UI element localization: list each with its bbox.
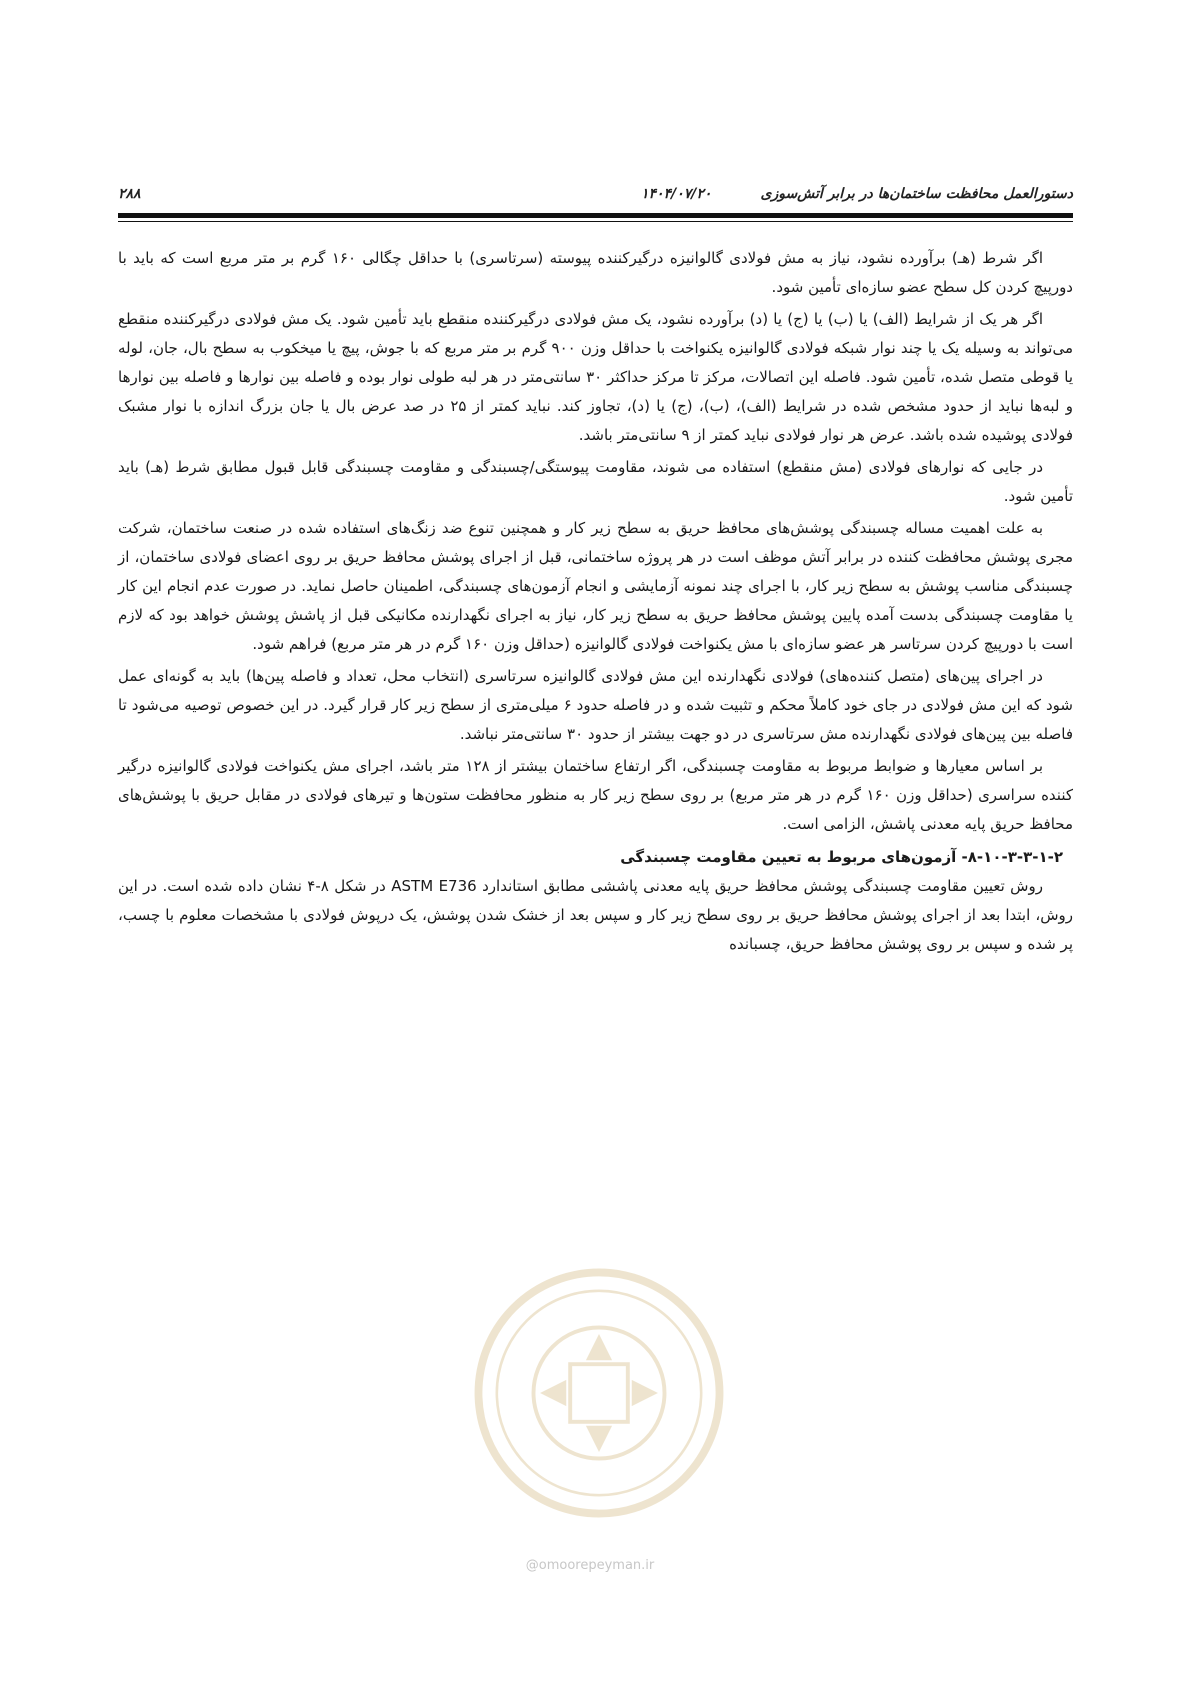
paragraph: به علت اهمیت مساله چسبندگی پوشش‌های محافظ حریق به سطح زیر کار و همچنین تنوع ضد زنگ‌های استفاده شده در صنعت ساختمان، شرکت مجری پوشش محافظت کننده در برابر آتش موظف است در هر پروژه ساختمانی، قبل از اجرای پوشش محافظ حریق بر روی اعضای فولادی ساختمان، از چسبندگی مناسب پوشش به سطح زیر کار، با اجرای چند نمونه آزمایشی و انجام آزمون‌های چسبندگی، اطمینان حاصل نماید. در صورت عدم انجام این کار یا مقاومت چسبندگی بدست آمده پایین پوشش محافظ حریق به سطح زیر کار، نیاز به اجرای نگهدارنده مکانیکی قبل از پاشش پوشش خواهد بود که لازم است با دورپیچ کردن سرتاسر هر عضو سازه‌ای با مش یکنواخت فولادی گالوانیزه (حداقل وزن ۱۶۰ گرم در هر متر مربع) فراهم شود. <box>118 519 1073 653</box>
header-rule-thick <box>118 213 1073 218</box>
page-body <box>118 244 1073 962</box>
site-watermark: @omoorepeyman.ir <box>525 1558 655 1573</box>
header-rule-thin <box>118 221 1073 222</box>
paragraph: اگر شرط (هـ) برآورده نشود، نیاز به مش فولادی گالوانیزه درگیرکننده پیوسته (سرتاسری) با حداقل چگالی ۱۶۰ گرم بر متر مربع است که باید با دورپیچ کردن کل سطح عضو سازه‌ای تأمین شود. <box>118 249 1073 296</box>
page-number: ۲۸۸ <box>118 186 141 202</box>
section-title: آزمون‌های مربوط به تعیین مقاومت چسبندگی <box>620 848 957 866</box>
paragraph: در اجرای پین‌های (متصل کننده‌های) فولادی نگهدارنده این مش فولادی گالوانیزه سرتاسری (انتخاب محل، تعداد و فاصله پین‌ها) باید به گونه‌ای عمل شود که این مش فولادی در جای خود کاملاً محکم و تثبیت شده و در فاصله حدود ۶ میلی‌متری از سطح زیر کار قرار گیرد. در این خصوص توصیه می‌شود تا فاصله بین پین‌های فولادی نگهدارنده مش سرتاسری در دو جهت بیشتر از حدود ۳۰ سانتی‌متر نباشد. <box>118 667 1073 743</box>
paragraph: روش تعیین مقاومت چسبندگی پوشش محافظ حریق پایه معدنی پاششی مطابق استاندارد ASTM E736 در شکل ۸-۴ نشان داده شده است. در این روش، ابتدا بعد از اجرای پوشش محافظ حریق بر روی سطح زیر کار و سپس بعد از خشک شدن پوشش، یک درپوش فولادی با مشخصات معلوم با چسب، پر شده و سپس بر روی پوشش محافظ حریق، چسبانده <box>118 877 1073 953</box>
header-title: دستورالعمل محافظت ساختمان‌ها در برابر آتش‌سوزی <box>760 186 1073 202</box>
section-heading <box>118 842 1073 872</box>
paragraph: در جایی که نوارهای فولادی (مش منقطع) استفاده می شوند، مقاومت پیوستگی/چسبندگی و مقاومت چسبندگی قابل قبول مطابق شرط (هـ) باید تأمین شود. <box>118 458 1073 505</box>
page-header <box>118 186 1073 208</box>
header-date: ۱۴۰۴/۰۷/۲۰ <box>641 186 712 202</box>
paragraph: بر اساس معیارها و ضوابط مربوط به مقاومت چسبندگی، اگر ارتفاع ساختمان بیشتر از ۱۲۸ متر باشد، اجرای مش یکنواخت فولادی گالوانیزه درگیر کننده سراسری (حداقل وزن ۱۶۰ گرم در هر متر مربع) بر روی سطح زیر کار به منظور محافظت ستون‌ها و تیرهای فولادی در مقابل حریق با پوشش‌های محافظ حریق پایه معدنی پاشش، الزامی است. <box>118 757 1073 833</box>
seal-watermark-icon <box>468 1262 730 1524</box>
paragraph: اگر هر یک از شرایط (الف) یا (ب) یا (ج) یا (د) برآورده نشود، یک مش فولادی درگیرکننده منقطع باید تأمین شود. یک مش فولادی درگیرکننده منقطع می‌تواند به وسیله یک یا چند نوار شبکه فولادی گالوانیزه یکنواخت با حداقل وزن ۹۰۰ گرم بر متر مربع که با جوش، پیچ یا میخکوب به سطح بال، جان، لوله یا قوطی متصل شده، تأمین شود. فاصله این اتصالات، مرکز تا مرکز حداکثر ۳۰ سانتی‌متر در هر لبه طولی نوار بوده و فاصله بین نوارها و فاصله بین نوارها و لبه‌ها نباید از حدود مشخص شده در شرایط (الف)، (ب)، (ج) یا (د)، تجاوز کند. نباید کمتر از ۲۵ در صد عرض بال یا جان بزرگ اندازه با نوار مشبک فولادی پوشیده شده باشد. عرض هر نوار فولادی نباید کمتر از ۹ سانتی‌متر باشد. <box>118 310 1073 444</box>
section-number: ۸-۱۰-۳-۳-۱-۲- <box>961 848 1063 866</box>
